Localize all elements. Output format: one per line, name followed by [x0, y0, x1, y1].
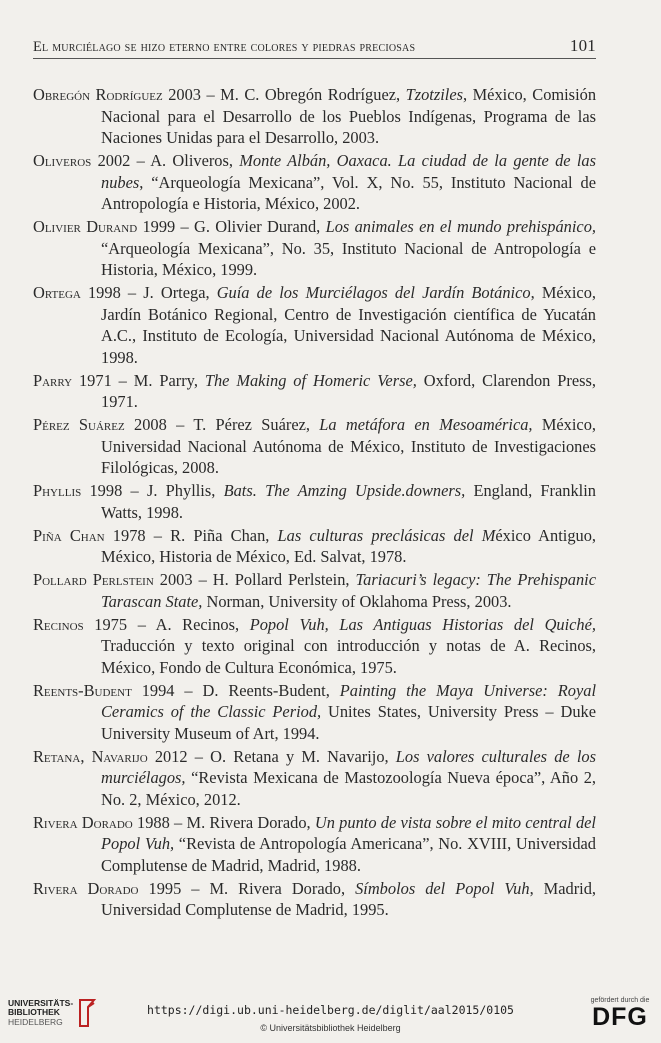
reference-text: 1994 – D. Reents-Budent,	[131, 680, 340, 700]
library-name-line3: HEIDELBERG	[8, 1016, 63, 1027]
reference-text: “Arqueología Mexicana”, No. 35, Instituto Nacional de Antropología e Historia, México, 1999.	[101, 238, 596, 279]
reference-text: 1999 – G. Olivier Durand,	[137, 217, 326, 236]
dfg-wordmark: DFG	[592, 1003, 648, 1031]
reference-text: Unites States, University Press – Duke University Museum of Art, 1994.	[101, 702, 596, 743]
reference-title: Las culturas preclásicas del M	[277, 525, 496, 545]
reference-text: “Revista Mexicana de Mastozoología Nueva época”, Año 2, No. 2, México, 2012.	[101, 768, 596, 809]
reference-title: The Making of Homeric Verse,	[204, 370, 417, 390]
reference-text: Norman, University of Oklahoma Press, 2003.	[202, 591, 512, 611]
reference-entry	[33, 150, 596, 215]
reference-text: 1988 – M. Rivera Dorado,	[132, 812, 315, 832]
reference-author: Ortega	[33, 283, 81, 302]
reference-text: 1975 – A. Recinos,	[83, 614, 250, 634]
reference-author: Parry	[33, 370, 73, 390]
library-name-line1: UNIVERSITÄTS-	[8, 997, 74, 1008]
reference-text: 1995 – M. Rivera Dorado,	[138, 878, 356, 898]
dfg-logo	[585, 997, 655, 1030]
reference-title: Monte Albán, Oaxaca. La ciudad de la gente de las nubes	[101, 151, 596, 192]
reference-text: éxico Antiguo, México, Historia de México, Ed. Salvat, 1978.	[101, 525, 596, 566]
reference-entry	[33, 525, 596, 568]
reference-entry	[33, 614, 596, 679]
reference-title: Los valores culturales de los murciélagos,	[101, 746, 596, 787]
reference-title: Tzotziles	[405, 85, 463, 104]
reference-text: , “Arqueología Mexicana”, Vol. X, No. 55, Instituto Nacional de Antropología e Historia, México, 2002.	[101, 172, 596, 213]
reference-title: Tariacuri’s legacy: The Prehispanic Tarascan State,	[101, 570, 596, 611]
library-name-line2: BIBLIOTHEK	[8, 1007, 60, 1018]
reference-text: England, Franklin Watts, 1998.	[101, 481, 596, 522]
reference-text: , México, Jardín Botánico Regional, Centro de Investigación científica de Yucatán A.C., Instituto de Ecología, Universidad Nacional Autónoma de México, 1998.	[101, 283, 597, 367]
reference-text: 2003 – M. C. Obregón Rodríguez,	[162, 85, 406, 104]
reference-title: Guía de los Murciélagos del Jardín Botánico	[216, 283, 531, 302]
reference-text: , Madrid, Universidad Complutense de Madrid, 1995.	[101, 878, 597, 919]
reference-entry	[33, 216, 596, 281]
reference-entry	[33, 746, 596, 811]
reference-list	[33, 84, 596, 922]
reference-text: 1971 – M. Parry,	[72, 370, 205, 390]
reference-text: 1998 – J. Phyllis,	[81, 481, 224, 500]
reference-author: Olivier Durand	[33, 217, 138, 236]
page-number: 101	[569, 36, 596, 55]
reference-title: Painting the Maya Universe: Royal Ceramics of the Classic Period,	[101, 680, 597, 721]
permalink-url[interactable]: https://digi.ub.uni-heidelberg.de/diglit/aal2015/0105	[147, 1003, 514, 1017]
footer	[0, 990, 661, 1043]
reference-text: 2002 – A. Oliveros,	[91, 151, 240, 170]
reference-title: Popol Vuh, Las Antiguas Historias del Quiché,	[249, 614, 596, 634]
reference-author: Phyllis	[33, 481, 82, 500]
reference-text: , México, Comisión Nacional para el Desarrollo de los Pueblos Indígenas, Programa de las Naciones Unidas para el Desarrollo, 2003.	[101, 85, 597, 147]
reference-text: 1978 – R. Piña Chan,	[104, 525, 278, 545]
reference-title: La metáfora en Mesoamérica,	[319, 415, 533, 434]
funder-note: gefördert durch die	[590, 997, 650, 1004]
reference-entry	[33, 569, 596, 612]
reference-entry	[33, 282, 596, 368]
running-header	[33, 36, 596, 59]
reference-text: 1998 – J. Ortega,	[80, 283, 217, 302]
reference-text: 2003 – H. Pollard Perlstein,	[153, 570, 356, 589]
reference-author: Pollard Perlstein	[33, 570, 154, 589]
reference-author: Pérez Suárez	[33, 415, 125, 434]
reference-text: Traducción y texto original con introducción y notas de A. Recinos, México, Fondo de Cultura Económica, 1975.	[101, 636, 596, 677]
running-title: El murciélago se hizo eterno entre colores y piedras preciosas	[33, 39, 416, 55]
reference-title: Un punto de vista sobre el mito central del Popol Vuh,	[101, 812, 596, 853]
reference-entry	[33, 812, 596, 877]
reference-author: Retana, Navarijo	[33, 746, 148, 766]
reference-title: Los animales en el mundo prehispánico,	[325, 217, 596, 236]
reference-author: Reents-Budent	[33, 680, 132, 700]
reference-text: 2012 – O. Retana y M. Navarijo,	[147, 746, 396, 766]
reference-author: Rivera Dorado	[33, 812, 133, 832]
reference-text: 2008 – T. Pérez Suárez,	[124, 415, 320, 434]
reference-author: Rivera Dorado	[33, 878, 139, 898]
reference-text: “Revista de Antropología Americana”, No. XVIII, Universidad Complutense de Madrid, Madrid, 1988.	[101, 834, 596, 875]
reference-entry	[33, 480, 596, 523]
reference-entry	[33, 878, 596, 921]
reference-entry	[33, 680, 596, 745]
reference-title: Bats. The Amzing Upside.downers,	[223, 481, 466, 500]
reference-author: Recinos	[33, 614, 84, 634]
reference-text: México, Universidad Nacional Autónoma de México, Instituto de Investigaciones Filológicas, 2008.	[101, 415, 596, 477]
reference-entry	[33, 414, 596, 479]
reference-entry	[33, 84, 596, 149]
copyright-notice: © Universitätsbibliothek Heidelberg	[260, 1023, 401, 1033]
reference-author: Obregón Rodríguez	[33, 85, 163, 104]
reference-text: Oxford, Clarendon Press, 1971.	[101, 370, 596, 411]
reference-author: Piña Chan	[33, 525, 105, 545]
reference-author: Oliveros	[33, 151, 92, 170]
reference-entry	[33, 370, 596, 413]
reference-title: Símbolos del Popol Vuh	[355, 878, 530, 898]
